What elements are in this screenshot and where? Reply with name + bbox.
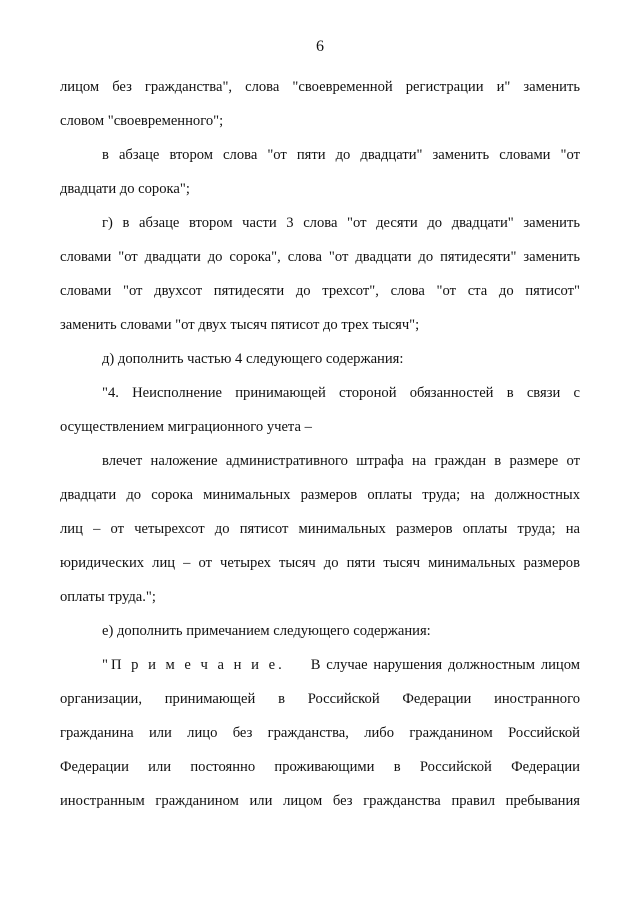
text-line: лицом без гражданства", слова "своевременной регистрации и" заменить <box>60 79 580 95</box>
text-line: е) дополнить примечанием следующего содержания: <box>102 623 431 639</box>
text-line: организации, принимающей в Российской Федерации иностранного <box>60 691 580 707</box>
text-line: словами "от двухсот пятидесяти до трехсот", слова "от ста до пятисот" <box>60 283 580 299</box>
text-line: осуществлением миграционного учета – <box>60 419 312 435</box>
text-line: влечет наложение административного штрафа на граждан в размере от <box>102 453 580 469</box>
text-line: лиц – от четырехсот до пятисот минимальных размеров оплаты труда; на <box>60 521 580 537</box>
text-line: словами "от двадцати до сорока", слова "от двадцати до пятидесяти" заменить <box>60 249 580 265</box>
note-heading: "П р и м е ч а н и е. <box>102 657 285 673</box>
text-line: Федерации или постоянно проживающими в Российской Федерации <box>60 759 580 775</box>
document-body <box>60 70 580 818</box>
text-line: словом "своевременного"; <box>60 113 224 129</box>
text-line: гражданина или лицо без гражданства, либо гражданином Российской <box>60 725 580 741</box>
text-line: г) в абзаце втором части 3 слова "от десяти до двадцати" заменить <box>102 215 580 231</box>
text-line: двадцати до сорока"; <box>60 181 190 197</box>
text-line: В случае нарушения должностным лицом <box>310 657 580 673</box>
text-line: оплаты труда."; <box>60 589 156 605</box>
text-line: заменить словами "от двух тысяч пятисот до трех тысяч"; <box>60 317 420 333</box>
text-line: "4. Неисполнение принимающей стороной обязанностей в связи с <box>102 385 580 401</box>
text-line: двадцати до сорока минимальных размеров оплаты труда; на должностных <box>60 487 580 503</box>
text-line: юридических лиц – от четырех тысяч до пяти тысяч минимальных размеров <box>60 555 580 571</box>
note-first-line <box>60 648 580 682</box>
text-line: иностранным гражданином или лицом без гражданства правил пребывания <box>60 793 580 809</box>
text-line: в абзаце втором слова "от пяти до двадцати" заменить словами "от <box>102 147 580 163</box>
text-line: д) дополнить частью 4 следующего содержания: <box>102 351 404 367</box>
page-number: 6 <box>316 38 324 55</box>
